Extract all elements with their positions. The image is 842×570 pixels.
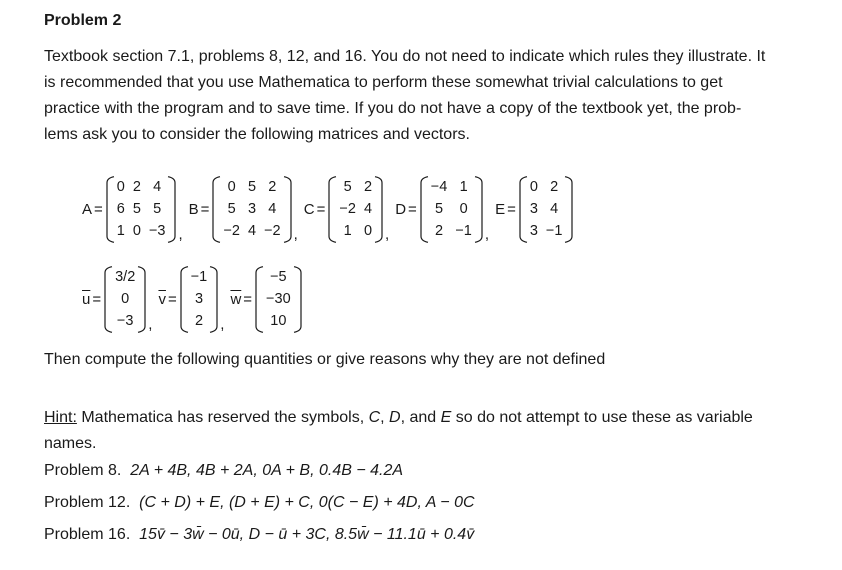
problem-16: [44, 526, 474, 544]
matrix-cell: 3: [529, 201, 538, 217]
right-bracket: [564, 176, 573, 243]
right-bracket: [474, 176, 483, 243]
matrix-cell: 2: [435, 223, 444, 239]
matrix-cell: 2: [268, 179, 277, 195]
separator-comma: ,: [220, 316, 225, 333]
equals-sign: =: [316, 201, 326, 218]
left-bracket: [212, 176, 221, 243]
matrix-cell: 5: [247, 179, 257, 195]
vector-entries: [255, 266, 302, 333]
matrix-cell: 0: [363, 223, 373, 239]
separator-comma: ,: [385, 226, 390, 243]
matrix-name: E: [495, 201, 506, 218]
equals-sign: =: [92, 291, 102, 308]
right-bracket: [374, 176, 383, 243]
equals-sign: =: [408, 201, 417, 218]
intro-line: Textbook section 7.1, problems 8, 12, and 16. You do not need to indicate which rules they illustrate. It: [44, 48, 766, 65]
matrix-cell: 10: [270, 313, 287, 329]
matrix-cell: −1: [190, 269, 208, 285]
hint-symbol: C: [368, 409, 381, 426]
matrix-cell: −2: [223, 223, 240, 239]
matrix-cell: −1: [455, 223, 472, 239]
hint-text: so do not attempt to use these as variable: [451, 409, 753, 426]
vector-name: $\overline{v}$: [158, 291, 166, 308]
equals-sign: =: [507, 201, 516, 218]
matrix-cell: 4: [268, 201, 277, 217]
matrix-cell: −1: [545, 223, 563, 239]
matrix-cell: −4: [430, 179, 448, 195]
matrix-entries: [106, 176, 177, 243]
hint-text: , and: [400, 409, 441, 426]
left-bracket: [420, 176, 429, 243]
hint-label: Hint:: [44, 409, 77, 426]
vector-entries: [180, 266, 219, 333]
matrix-cell: 3/2: [115, 269, 136, 285]
hint-text: ,: [380, 409, 390, 426]
matrix-cell: 6: [116, 201, 125, 217]
separator-comma: ,: [148, 316, 153, 333]
matrix-name: A: [82, 201, 93, 218]
vector-definitions: [82, 266, 310, 333]
matrix-cell: 5: [343, 179, 352, 195]
matrix-cell: 0: [132, 223, 141, 239]
problem-title: Problem 2: [44, 12, 122, 29]
matrix-cell: 0: [116, 179, 125, 195]
matrix-cell: −5: [270, 269, 287, 285]
matrix-cell: −2: [339, 201, 356, 217]
left-bracket: [104, 266, 113, 333]
problem-label: Problem 16.: [44, 526, 131, 543]
matrix-cell: −3: [148, 223, 166, 239]
left-bracket: [180, 266, 189, 333]
compute-instruction: Then compute the following quantities or give reasons why they are not defined: [44, 351, 606, 368]
problem-expression: (C + D) + E, (D + E) + C, 0(C − E) + 4D, A − 0C: [139, 494, 475, 511]
matrix-cell: 5: [435, 201, 444, 217]
problem-label: Problem 12.: [44, 494, 131, 511]
hint-symbol: D: [389, 409, 401, 426]
right-bracket: [209, 266, 218, 333]
right-bracket: [137, 266, 146, 333]
matrix-cell: 2: [550, 179, 559, 195]
matrix-cell: 3: [529, 223, 538, 239]
matrix-entries: [519, 176, 574, 243]
matrix-cell: 3: [247, 201, 257, 217]
equals-sign: =: [94, 201, 103, 218]
left-bracket: [519, 176, 528, 243]
matrix-cell: 5: [132, 201, 141, 217]
problem-expression: 15v̄ − 3w̄ − 0ū, D − ū + 3C, 8.5w̄ − 11.1ū + 0.4v̄: [139, 526, 475, 543]
intro-paragraph: [44, 44, 824, 148]
matrix-cell: 5: [153, 201, 162, 217]
matrix-name: C: [303, 201, 315, 218]
separator-comma: ,: [293, 226, 298, 243]
right-bracket: [167, 176, 176, 243]
hint-text: names.: [44, 435, 97, 452]
matrix-cell: 2: [363, 179, 373, 195]
intro-line: practice with the program and to save time. If you do not have a copy of the textbook yet, the prob-: [44, 100, 742, 117]
matrix-cell: 1: [116, 223, 125, 239]
matrix-name: D: [395, 201, 407, 218]
matrix-definitions: [82, 176, 581, 243]
matrix-cell: 5: [227, 201, 236, 217]
matrix-cell: 4: [153, 179, 162, 195]
vector-name: $\overline{w}$: [230, 291, 242, 308]
matrix-cell: 4: [363, 201, 373, 217]
equals-sign: =: [200, 201, 210, 218]
hint-paragraph: [44, 405, 824, 457]
vector-name: $\overline{u}$: [82, 291, 91, 308]
matrix-cell: 4: [247, 223, 257, 239]
hint-symbol: E: [440, 409, 452, 426]
left-bracket: [255, 266, 264, 333]
right-bracket: [283, 176, 292, 243]
matrix-entries: [328, 176, 383, 243]
equals-sign: =: [243, 291, 253, 308]
left-bracket: [328, 176, 337, 243]
separator-comma: ,: [178, 226, 183, 243]
matrix-cell: 0: [227, 179, 236, 195]
matrix-cell: 0: [459, 201, 468, 217]
vector-entries: [104, 266, 146, 333]
matrix-cell: 1: [459, 179, 468, 195]
equals-sign: =: [167, 291, 177, 308]
intro-line: is recommended that you use Mathematica to perform these somewhat trivial calculations to get: [44, 74, 723, 91]
problem-label: Problem 8.: [44, 462, 122, 479]
matrix-cell: 3: [194, 291, 204, 307]
intro-line: lems ask you to consider the following matrices and vectors.: [44, 126, 470, 143]
matrix-cell: 1: [343, 223, 352, 239]
right-bracket: [293, 266, 302, 333]
matrix-cell: −30: [266, 291, 291, 307]
matrix-cell: 0: [121, 291, 130, 307]
separator-comma: ,: [484, 226, 490, 243]
hint-text: Mathematica has reserved the symbols,: [76, 409, 369, 426]
matrix-cell: 2: [132, 179, 141, 195]
problem-expression: 2A + 4B, 4B + 2A, 0A + B, 0.4B − 4.2A: [130, 462, 404, 479]
matrix-cell: −3: [116, 313, 134, 329]
matrix-name: B: [188, 201, 199, 218]
problem-12: [44, 494, 475, 512]
problem-8: [44, 462, 403, 480]
matrix-cell: 2: [194, 313, 204, 329]
matrix-entries: [420, 176, 483, 243]
matrix-cell: 4: [550, 201, 559, 217]
matrix-cell: 0: [529, 179, 538, 195]
left-bracket: [106, 176, 115, 243]
matrix-entries: [212, 176, 291, 243]
matrix-cell: −2: [264, 223, 281, 239]
